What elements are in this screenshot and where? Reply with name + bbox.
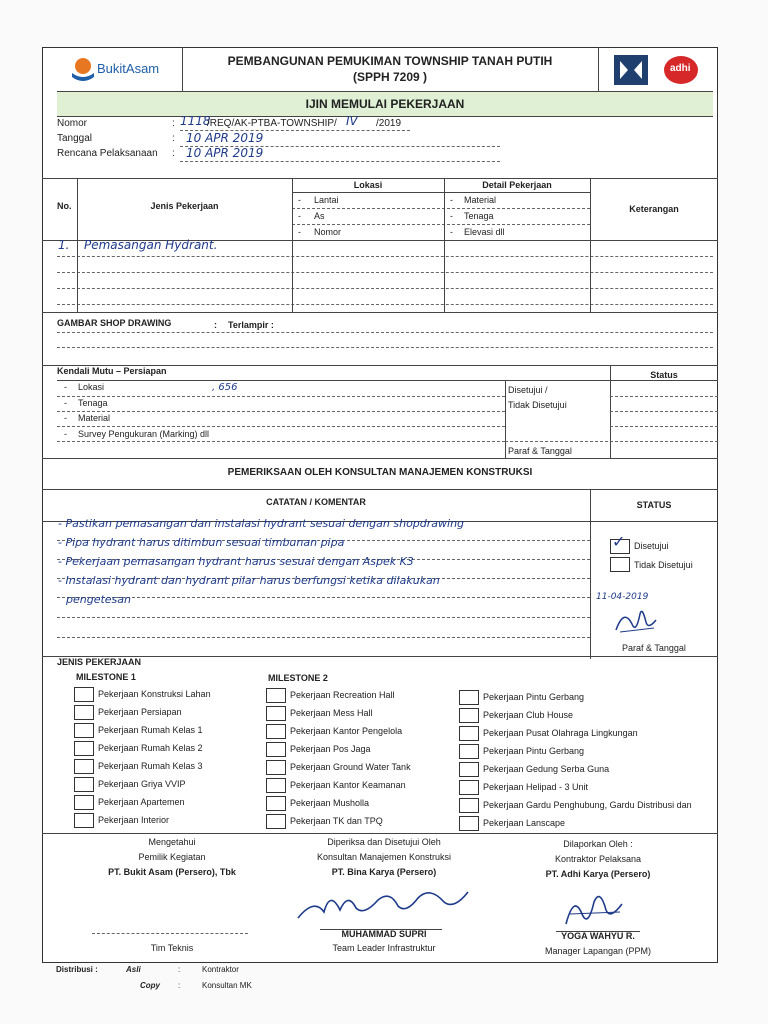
tidak-disetujui-checkbox[interactable]	[610, 557, 630, 572]
kendali-dash-2: -	[64, 398, 67, 408]
kendali-dash-3: -	[64, 413, 67, 423]
document-title: PEMBANGUNAN PEMUKIMAN TOWNSHIP TANAH PUTIH	[227, 54, 553, 68]
detail-dash-3: -	[450, 227, 453, 237]
jenis-item-label: Pekerjaan Musholla	[290, 798, 370, 808]
rencana-label: Rencana Pelaksanaan	[57, 148, 158, 159]
catatan-header: CATATAN / KOMENTAR	[266, 497, 366, 507]
tanggal-colon: :	[172, 133, 175, 144]
jenis-item-label: Pekerjaan Pintu Gerbang	[483, 746, 585, 756]
comment-line: - Pastikan pemasangan dan instalasi hydrant sesuai dengan shopdrawing	[58, 517, 465, 530]
distribusi-colon: :	[178, 965, 181, 974]
konsultan-date: 11-04-2019	[596, 592, 649, 602]
jenis-title: JENIS PEKERJAAN	[57, 657, 142, 667]
jenis-checkbox[interactable]	[266, 796, 286, 811]
jenis-item-label: Pekerjaan Interior	[98, 815, 170, 825]
status-header: STATUS	[636, 500, 672, 510]
jenis-checkbox[interactable]	[266, 742, 286, 757]
jenis-checkbox[interactable]	[74, 813, 94, 828]
nomor-label: Nomor	[57, 118, 88, 129]
jenis-item-label: Pekerjaan Pusat Olahraga Lingkungan	[483, 728, 638, 738]
jenis-checkbox[interactable]	[266, 688, 286, 703]
jenis-item-label: Pekerjaan Griya VVIP	[98, 779, 186, 789]
lokasi-dash-3: -	[298, 227, 301, 237]
terlampir-label: Terlampir :	[228, 320, 274, 330]
banner-title: IJIN MEMULAI PEKERJAAN	[305, 97, 465, 111]
adhi-logo-text: adhi	[670, 63, 691, 74]
lokasi-item: As	[314, 211, 325, 221]
bina-karya-logo-icon	[614, 55, 648, 85]
distribusi-type: Copy	[140, 981, 160, 990]
jenis-checkbox[interactable]	[459, 708, 479, 723]
shop-drawing-colon: :	[214, 320, 217, 330]
row1-jenis: Pemasangan Hydrant.	[84, 238, 218, 252]
detail-item: Material	[464, 195, 497, 205]
kendali-item: Lokasi	[78, 382, 105, 392]
col-detail-header: Detail Pekerjaan	[482, 180, 552, 190]
comment-line: - Pekerjaan pemasangan hydrant harus sesuai dengan Aspek K3	[58, 555, 414, 568]
distribusi-label: Distribusi :	[56, 965, 98, 974]
sig3-company: PT. Adhi Karya (Persero)	[545, 869, 651, 879]
sig2-company: PT. Bina Karya (Persero)	[331, 867, 437, 877]
jenis-item-label: Pekerjaan Pintu Gerbang	[483, 692, 585, 702]
adhi-logo	[664, 56, 698, 84]
kendali-disetujui: Disetujui /	[508, 385, 548, 395]
disetujui-label: Disetujui	[634, 541, 669, 551]
document-subtitle: (SPPH 7209 )	[352, 70, 428, 84]
bukitasam-logo-text: BukitAsam	[97, 61, 160, 76]
sig3-line2: Kontraktor Pelaksana	[554, 854, 642, 864]
kendali-dash-4: -	[64, 429, 67, 439]
jenis-checkbox[interactable]	[459, 726, 479, 741]
jenis-item-label: Pekerjaan Pos Jaga	[290, 744, 371, 754]
sig1-role: Tim Teknis	[150, 943, 194, 953]
jenis-checkbox[interactable]	[74, 723, 94, 738]
jenis-checkbox[interactable]	[74, 687, 94, 702]
jenis-checkbox[interactable]	[459, 690, 479, 705]
jenis-checkbox[interactable]	[266, 814, 286, 829]
sig3-signature	[560, 884, 630, 930]
jenis-checkbox[interactable]	[266, 778, 286, 793]
comment-line: pengetesan	[66, 593, 131, 606]
jenis-checkbox[interactable]	[74, 705, 94, 720]
distribusi-type: Asli	[126, 965, 141, 974]
jenis-checkbox[interactable]	[459, 744, 479, 759]
col-lokasi-header: Lokasi	[353, 180, 383, 190]
shop-drawing-label: GAMBAR SHOP DRAWING	[57, 318, 172, 328]
col-no-header: No.	[57, 201, 72, 211]
detail-item: Elevasi dll	[464, 227, 505, 237]
jenis-item-label: Pekerjaan Club House	[483, 710, 574, 720]
jenis-checkbox[interactable]	[74, 795, 94, 810]
nomor-middle: /REQ/AK-PTBA-TOWNSHIP/	[207, 118, 337, 129]
comment-line: - Instalasi hydrant dan hydrant pilar harus berfungsi ketika dilakukan	[58, 574, 440, 587]
jenis-checkbox[interactable]	[266, 760, 286, 775]
nomor-number: 1118	[180, 114, 211, 128]
tanggal-value: 10 APR 2019	[186, 131, 264, 145]
distribusi-to: Kontraktor	[202, 965, 239, 974]
jenis-item-label: Pekerjaan Apartemen	[98, 797, 185, 807]
lokasi-dash-2: -	[298, 211, 301, 221]
col-keterangan-header: Keterangan	[629, 204, 679, 214]
sig1-company: PT. Bukit Asam (Persero), Tbk	[108, 867, 236, 877]
jenis-checkbox[interactable]	[459, 762, 479, 777]
kendali-item: Tenaga	[78, 398, 108, 408]
bukitasam-logo-icon	[70, 55, 96, 81]
sig2-role: Team Leader Infrastruktur	[332, 943, 436, 953]
jenis-item-label: Pekerjaan Konstruksi Lahan	[98, 689, 211, 699]
jenis-item-label: Pekerjaan Rumah Kelas 3	[98, 761, 203, 771]
jenis-checkbox[interactable]	[74, 759, 94, 774]
jenis-checkbox[interactable]	[266, 706, 286, 721]
lokasi-dash-1: -	[298, 195, 301, 205]
kendali-lokasi-value: , 656	[212, 382, 238, 393]
jenis-item-label: Pekerjaan Rumah Kelas 1	[98, 725, 203, 735]
sig2-line2: Konsultan Manajemen Konstruksi	[316, 852, 452, 862]
jenis-item-label: Pekerjaan Kantor Keamanan	[290, 780, 406, 790]
jenis-checkbox[interactable]	[459, 780, 479, 795]
jenis-item-label: Pekerjaan Rumah Kelas 2	[98, 743, 203, 753]
sig2-line1: Diperiksa dan Disetujui Oleh	[327, 837, 441, 847]
milestone-2-label: MILESTONE 2	[268, 673, 328, 683]
lokasi-item: Lantai	[314, 195, 339, 205]
col-jenis-header: Jenis Pekerjaan	[150, 201, 219, 211]
kendali-tidak: Tidak Disetujui	[508, 400, 567, 410]
nomor-colon-1: :	[172, 118, 175, 129]
jenis-item-label: Pekerjaan Helipad - 3 Unit	[483, 782, 589, 792]
detail-dash-2: -	[450, 211, 453, 221]
sig3-line1: Dilaporkan Oleh :	[563, 839, 633, 849]
jenis-item-label: Pekerjaan Ground Water Tank	[290, 762, 411, 772]
nomor-roman: IV	[346, 114, 358, 128]
milestone-1-label: MILESTONE 1	[76, 672, 136, 682]
jenis-checkbox[interactable]	[74, 777, 94, 792]
lokasi-item: Nomor	[314, 227, 342, 237]
sig3-role: Manager Lapangan (PPM)	[544, 946, 652, 956]
nomor-year: /2019	[376, 118, 402, 129]
kendali-title: Kendali Mutu – Persiapan	[57, 366, 167, 376]
jenis-item-label: Pekerjaan Lanscape	[483, 818, 566, 828]
konsultan-paraf-signature	[612, 604, 662, 638]
detail-item: Tenaga	[464, 211, 494, 221]
jenis-checkbox[interactable]	[74, 741, 94, 756]
bina-karya-logo	[614, 55, 648, 85]
sig3-name: YOGA WAHYU R.	[561, 931, 635, 941]
kendali-paraf: Paraf & Tanggal	[508, 446, 572, 456]
distribusi-to: Konsultan MK	[202, 981, 252, 990]
jenis-item-label: Pekerjaan Gardu Penghubung, Gardu Distribusi dan	[483, 800, 692, 810]
tidak-disetujui-label: Tidak Disetujui	[634, 560, 693, 570]
jenis-item-label: Pekerjaan Mess Hall	[290, 708, 373, 718]
sig2-signature	[294, 878, 474, 928]
check-icon: ✓	[612, 532, 626, 551]
kendali-item: Survey Pengukuran (Marking) dll	[78, 429, 210, 439]
distribusi-colon: :	[178, 981, 181, 990]
jenis-checkbox[interactable]	[459, 816, 479, 831]
jenis-checkbox[interactable]	[266, 724, 286, 739]
kendali-status-header: Status	[650, 370, 678, 380]
jenis-item-label: Pekerjaan Recreation Hall	[290, 690, 395, 700]
jenis-item-label: Pekerjaan Gedung Serba Guna	[483, 764, 610, 774]
jenis-item-label: Pekerjaan TK dan TPQ	[290, 816, 383, 826]
row1-no: 1.	[58, 238, 70, 252]
konsultan-paraf-label: Paraf & Tanggal	[622, 643, 686, 653]
sig1-line1: Mengetahui	[148, 837, 196, 847]
pemeriksaan-title: PEMERIKSAAN OLEH KONSULTAN MANAJEMEN KONSTRUKSI	[227, 467, 533, 478]
sig1-line2: Pemilik Kegiatan	[138, 852, 206, 862]
bukitasam-logo	[70, 55, 170, 83]
detail-dash-1: -	[450, 195, 453, 205]
jenis-checkbox[interactable]	[459, 798, 479, 813]
jenis-item-label: Pekerjaan Kantor Pengelola	[290, 726, 403, 736]
sig2-name: MUHAMMAD SUPRI	[341, 929, 427, 939]
kendali-item: Material	[78, 413, 111, 423]
comment-line: - Pipa hydrant harus ditimbun sesuai timbunan pipa	[58, 536, 345, 549]
tanggal-label: Tanggal	[57, 133, 93, 144]
jenis-item-label: Pekerjaan Persiapan	[98, 707, 182, 717]
rencana-colon: :	[172, 148, 175, 159]
rencana-value: 10 APR 2019	[186, 146, 264, 160]
kendali-dash-1: -	[64, 382, 67, 392]
